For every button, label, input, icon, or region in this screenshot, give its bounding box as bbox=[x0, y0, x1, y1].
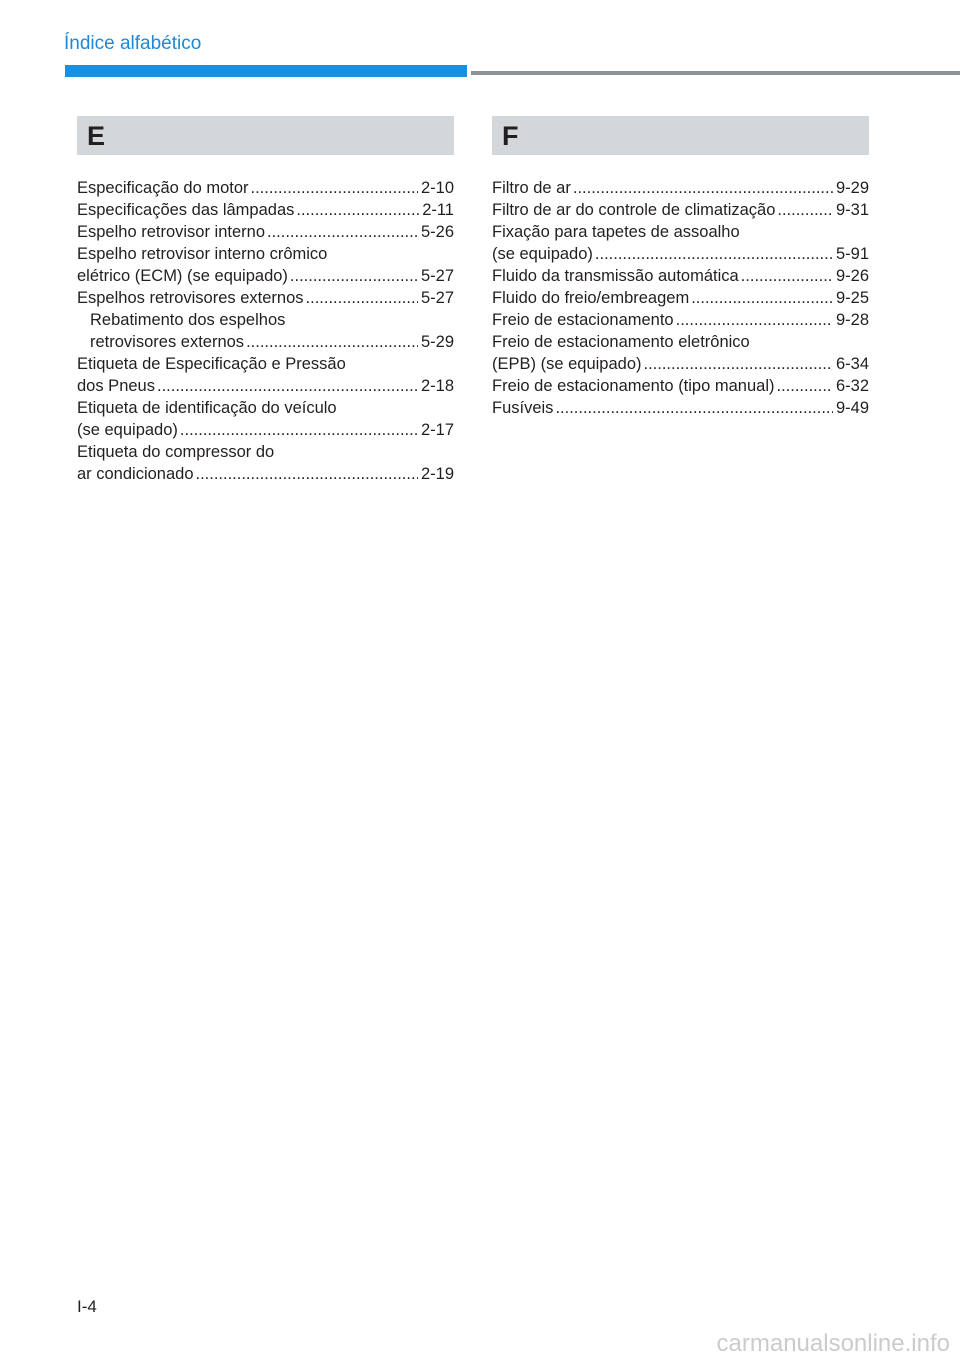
entry-text: Fusíveis bbox=[492, 399, 554, 417]
index-entry-line bbox=[77, 309, 454, 331]
index-entry-line bbox=[77, 177, 454, 199]
dot-leader bbox=[306, 287, 418, 309]
entry-page-ref: 6-32 bbox=[835, 377, 869, 395]
entry-page-ref: 2-19 bbox=[420, 465, 454, 483]
entry-page-ref: 6-34 bbox=[835, 355, 869, 373]
entry-text: (EPB) (se equipado) bbox=[492, 355, 642, 373]
dot-leader bbox=[246, 331, 418, 353]
index-entry-line bbox=[492, 199, 869, 221]
entry-text: Fluido da transmissão automática bbox=[492, 267, 739, 285]
index-entry-line bbox=[492, 177, 869, 199]
section-letter: E bbox=[87, 121, 106, 151]
dot-leader bbox=[180, 419, 418, 441]
entry-text: Freio de estacionamento (tipo manual) bbox=[492, 377, 775, 395]
index-entry-list bbox=[77, 177, 454, 485]
index-section-e bbox=[77, 116, 454, 485]
entry-text: Etiqueta de identificação do veículo bbox=[77, 399, 337, 417]
dot-leader bbox=[251, 177, 418, 199]
page-number: I-4 bbox=[77, 1297, 97, 1316]
index-entry-line bbox=[492, 265, 869, 287]
entry-page-ref: 9-31 bbox=[835, 201, 869, 219]
watermark-text: carmanualsonline.info bbox=[716, 1330, 950, 1357]
dot-leader bbox=[777, 199, 833, 221]
entry-page-ref: 9-29 bbox=[835, 179, 869, 197]
entry-page-ref: 5-27 bbox=[420, 267, 454, 285]
index-entry-line bbox=[77, 463, 454, 485]
index-entry-line bbox=[77, 375, 454, 397]
entry-text: Filtro de ar do controle de climatização bbox=[492, 201, 776, 219]
entry-page-ref: 2-11 bbox=[422, 201, 454, 219]
section-heading-band bbox=[77, 116, 454, 155]
index-entry-list bbox=[492, 177, 869, 419]
page-header-title: Índice alfabético bbox=[64, 33, 202, 54]
entry-page-ref: 9-26 bbox=[835, 267, 869, 285]
entry-text: Especificação do motor bbox=[77, 179, 249, 197]
index-entry-line bbox=[77, 397, 454, 419]
dot-leader bbox=[741, 265, 833, 287]
entry-text: retrovisores externos bbox=[90, 333, 245, 351]
dot-leader bbox=[691, 287, 833, 309]
entry-text: Freio de estacionamento bbox=[492, 311, 674, 329]
index-section-f bbox=[492, 116, 869, 419]
index-entry-line bbox=[77, 331, 454, 353]
entry-text: Freio de estacionamento eletrônico bbox=[492, 333, 750, 351]
index-entry-line bbox=[492, 375, 869, 397]
index-entry-line bbox=[77, 265, 454, 287]
dot-leader bbox=[296, 199, 419, 221]
entry-page-ref: 2-17 bbox=[420, 421, 454, 439]
index-entry-line bbox=[77, 243, 454, 265]
index-entry-line bbox=[77, 199, 454, 221]
index-entry-line bbox=[492, 397, 869, 419]
entry-page-ref: 2-10 bbox=[420, 179, 454, 197]
entry-text: Fluido do freio/embreagem bbox=[492, 289, 690, 307]
dot-leader bbox=[776, 375, 832, 397]
entry-text: ar condicionado bbox=[77, 465, 194, 483]
index-entry-line bbox=[492, 331, 869, 353]
entry-page-ref: 5-91 bbox=[835, 245, 869, 263]
section-letter: F bbox=[502, 121, 519, 151]
entry-text: Rebatimento dos espelhos bbox=[90, 311, 286, 329]
index-entry-line bbox=[77, 221, 454, 243]
dot-leader bbox=[644, 353, 833, 375]
dot-leader bbox=[573, 177, 833, 199]
dot-leader bbox=[676, 309, 833, 331]
entry-text: Especificações das lâmpadas bbox=[77, 201, 295, 219]
entry-page-ref: 9-25 bbox=[835, 289, 869, 307]
entry-text: Espelho retrovisor interno crômico bbox=[77, 245, 328, 263]
entry-text: Etiqueta do compressor do bbox=[77, 443, 275, 461]
entry-text: Fixação para tapetes de assoalho bbox=[492, 223, 740, 241]
entry-page-ref: 5-27 bbox=[420, 289, 454, 307]
dot-leader bbox=[290, 265, 418, 287]
header-accent-bar bbox=[65, 65, 467, 77]
dot-leader bbox=[196, 463, 418, 485]
dot-leader bbox=[595, 243, 833, 265]
entry-text: dos Pneus bbox=[77, 377, 155, 395]
index-entry-line bbox=[77, 287, 454, 309]
index-entry-line bbox=[492, 243, 869, 265]
entry-text: (se equipado) bbox=[77, 421, 178, 439]
index-entry-line bbox=[492, 287, 869, 309]
dot-leader bbox=[157, 375, 418, 397]
index-entry-line bbox=[492, 309, 869, 331]
entry-page-ref: 2-18 bbox=[420, 377, 454, 395]
header-gray-rule bbox=[471, 71, 960, 75]
index-entry-line bbox=[492, 353, 869, 375]
entry-text: Espelho retrovisor interno bbox=[77, 223, 266, 241]
entry-page-ref: 5-29 bbox=[420, 333, 454, 351]
index-entry-line bbox=[77, 441, 454, 463]
index-entry-line bbox=[492, 221, 869, 243]
entry-page-ref: 9-28 bbox=[835, 311, 869, 329]
dot-leader bbox=[555, 397, 833, 419]
entry-text: Etiqueta de Especificação e Pressão bbox=[77, 355, 346, 373]
index-entry-line bbox=[77, 419, 454, 441]
entry-text: elétrico (ECM) (se equipado) bbox=[77, 267, 288, 285]
dot-leader bbox=[267, 221, 418, 243]
index-entry-line bbox=[77, 353, 454, 375]
entry-text: Espelhos retrovisores externos bbox=[77, 289, 304, 307]
entry-text: Filtro de ar bbox=[492, 179, 571, 197]
entry-page-ref: 5-26 bbox=[420, 223, 454, 241]
entry-page-ref: 9-49 bbox=[835, 399, 869, 417]
section-heading-band bbox=[492, 116, 869, 155]
entry-text: (se equipado) bbox=[492, 245, 593, 263]
